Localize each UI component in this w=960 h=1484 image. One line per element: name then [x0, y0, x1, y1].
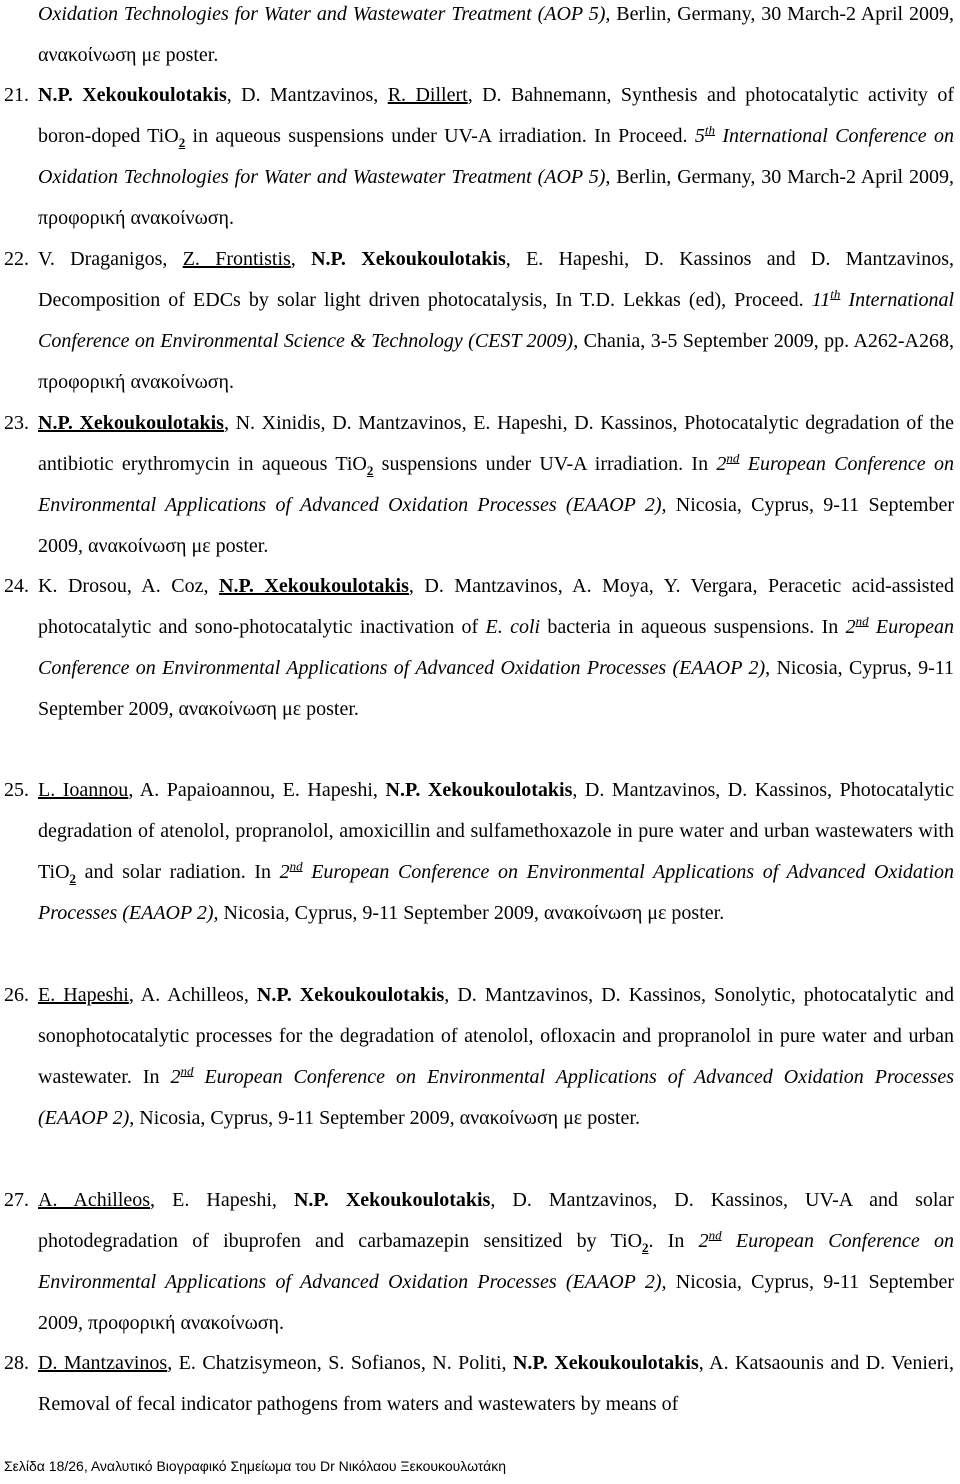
entry-text: , Nicosia, Cyprus, 9-11 September 2009, ανακοίνωση με poster. — [213, 902, 725, 924]
author-highlight: N.P. Xekoukoulotakis — [256, 984, 445, 1006]
publication-entry-continued — [4, 0, 959, 76]
conference-title: European Conference on Environmental Applications of Advanced Oxidation Processes (EAAOP 2) — [38, 1066, 959, 1129]
author-highlight: 2 — [642, 1240, 649, 1255]
author-highlight: N.P. Xekoukoulotakis — [219, 575, 409, 597]
publication-entry — [4, 566, 960, 730]
conference-title: 2 — [170, 1066, 181, 1088]
conference-title: European Conference on Environmental Applications of Advanced Oxidation Processes (EAAOP 2) — [38, 616, 960, 679]
entry-text: , A. Papaioannou, E. Hapeshi, — [128, 779, 386, 801]
author-highlight: 2 — [178, 135, 186, 150]
conference-title: 2 — [716, 453, 727, 475]
publication-entry — [4, 1343, 959, 1425]
entry-text: , Chania, 3-5 September 2009, pp. A262-A268, προφορική ανακοίνωση. — [38, 330, 959, 393]
entry-text: . In — [648, 1230, 699, 1252]
entry-number: 25. — [4, 779, 29, 801]
entry-text: , — [290, 248, 312, 270]
presenting-author: Z. Frontistis — [182, 248, 291, 270]
conference-title: E. coli — [485, 616, 541, 638]
entry-text: , Berlin, Germany, 30 March-2 April 2009, ανακοίνωση με poster. — [38, 3, 959, 66]
author-highlight: N.P. Xekoukoulotakis — [311, 248, 506, 270]
author-highlight: N.P. Xekoukoulotakis — [38, 84, 227, 106]
superscript: th — [704, 122, 715, 138]
presenting-author: E. Hapeshi — [38, 984, 129, 1006]
author-highlight: N.P. Xekoukoulotakis — [385, 779, 573, 801]
conference-title: 2 — [279, 861, 290, 883]
publication-entry — [4, 75, 959, 239]
entry-number: 28. — [4, 1352, 29, 1374]
superscript: nd — [855, 613, 869, 629]
publication-entry — [4, 975, 959, 1139]
publication-entry — [4, 770, 959, 934]
conference-title: 5 — [694, 125, 705, 147]
entry-text: , D. Mantzavinos, — [226, 84, 388, 106]
entry-number: 26. — [4, 984, 29, 1006]
conference-title: 2 — [698, 1230, 709, 1252]
entry-text: , A. Achilleos, — [128, 984, 257, 1006]
entry-text: , D. Mantzavinos, D. Kassinos, Sonolytic, photocatalytic and sonophotocatalytic processes for the degradation of atenolol, ofloxacin and propranolol in pure water and urban wastewater. In — [38, 984, 959, 1088]
conference-title: European Conference on Environmental Applications of Advanced Oxidation Processes (EAAOP 2) — [38, 453, 959, 516]
entry-text: , N. Xinidis, D. Mantzavinos, E. Hapeshi, D. Kassinos, Photocatalytic degradation of the antibiotic erythromycin in aqueous TiO — [38, 412, 959, 475]
conference-title: International Conference on Oxidation Technologies for Water and Wastewater Treatment (AOP 5) — [38, 125, 959, 188]
entry-text: , E. Hapeshi, D. Kassinos and D. Mantzavinos, Decomposition of EDCs by solar light driven photocatalysis, In T.D. Lekkas (ed), Proceed. — [38, 248, 959, 311]
entry-text: , Nicosia, Cyprus, 9-11 September 2009, ανακοίνωση με poster. — [129, 1107, 640, 1129]
page-footer: Σελίδα 18/26, Αναλυτικό Βιογραφικό Σημείωμα του Dr Νικόλαου Ξεκουκουλωτάκη — [4, 1458, 507, 1474]
presenting-author: A. Achilleos — [38, 1189, 151, 1211]
conference-title: European Conference on Environmental Applications of Advanced Oxidation Processes (EAAOP 2) — [38, 1230, 959, 1293]
superscript: nd — [180, 1063, 194, 1079]
entry-text: K. Drosou, A. Coz, — [38, 575, 220, 597]
conference-title: International Conference on Environmental Science & Technology (CEST 2009) — [38, 289, 959, 352]
entry-number: 24. — [4, 575, 29, 597]
entry-text: , Nicosia, Cyprus, 9-11 September 2009, ανακοίνωση με poster. — [38, 494, 959, 557]
entry-text: bacteria in aqueous suspensions. In — [540, 616, 846, 638]
author-highlight: 2 — [69, 871, 77, 886]
conference-title: 11 — [811, 289, 831, 311]
presenting-author: L. Ioannou — [38, 779, 129, 801]
publication-entry — [4, 403, 959, 567]
entry-text: , A. Katsaounis and D. Venieri, Removal of fecal indicator pathogens from waters and wastewaters by means of — [38, 1352, 959, 1415]
entry-text: , Nicosia, Cyprus, 9-11 September 2009, προφορική ανακοίνωση. — [38, 1271, 959, 1334]
entry-number: 21. — [4, 84, 29, 106]
conference-title: Oxidation Technologies for Water and Wastewater Treatment (AOP 5) — [38, 3, 606, 25]
entry-text: , D. Bahnemann, Synthesis and photocatalytic activity of boron-doped TiO — [38, 84, 959, 147]
entry-text: and solar radiation. In — [76, 861, 280, 883]
entry-text: , E. Hapeshi, — [150, 1189, 294, 1211]
entry-text: , D. Mantzavinos, D. Kassinos, UV-A and solar photodegradation of ibuprofen and carbamazepin sensitized by TiO — [38, 1189, 959, 1252]
entry-text: V. Draganigos, — [38, 248, 183, 270]
conference-title: European Conference on Environmental Applications of Advanced Oxidation Processes (EAAOP 2) — [38, 861, 959, 924]
entry-text: suspensions under UV-A irradiation. In — [373, 453, 717, 475]
conference-title: 2 — [845, 616, 856, 638]
entry-text: , D. Mantzavinos, D. Kassinos, Photocatalytic degradation of atenolol, propranolol, amoxicillin and sulfamethoxazole in pure water and urban wastewaters with TiO — [38, 779, 959, 883]
publication-entry — [4, 239, 959, 403]
entry-text: , Nicosia, Cyprus, 9-11 September 2009, ανακοίνωση με poster. — [38, 657, 960, 720]
presenting-author: D. Mantzavinos — [38, 1352, 168, 1374]
entry-text: , E. Chatzisymeon, S. Sofianos, N. Politi, — [167, 1352, 513, 1374]
presenting-author: R. Dillert — [387, 84, 468, 106]
entry-text: , Berlin, Germany, 30 March-2 April 2009, προφορική ανακοίνωση. — [38, 166, 959, 229]
entry-number: 23. — [4, 412, 29, 434]
entry-text: in aqueous suspensions under UV-A irradiation. In Proceed. — [185, 125, 695, 147]
superscript: nd — [708, 1227, 722, 1243]
entry-number: 22. — [4, 248, 29, 270]
superscript: th — [830, 286, 841, 302]
publication-entry — [4, 1180, 959, 1344]
author-highlight: N.P. Xekoukoulotakis — [512, 1352, 699, 1374]
author-highlight: N.P. Xekoukoulotakis — [293, 1189, 491, 1211]
superscript: nd — [726, 450, 740, 466]
author-highlight: N.P. Xekoukoulotakis — [38, 412, 224, 434]
superscript: nd — [289, 858, 303, 874]
entry-text: , D. Mantzavinos, A. Moya, Y. Vergara, Peracetic acid-assisted photocatalytic and sono-photocatalytic inactivation of — [38, 575, 959, 638]
entry-number: 27. — [4, 1189, 29, 1211]
author-highlight: 2 — [366, 463, 374, 478]
